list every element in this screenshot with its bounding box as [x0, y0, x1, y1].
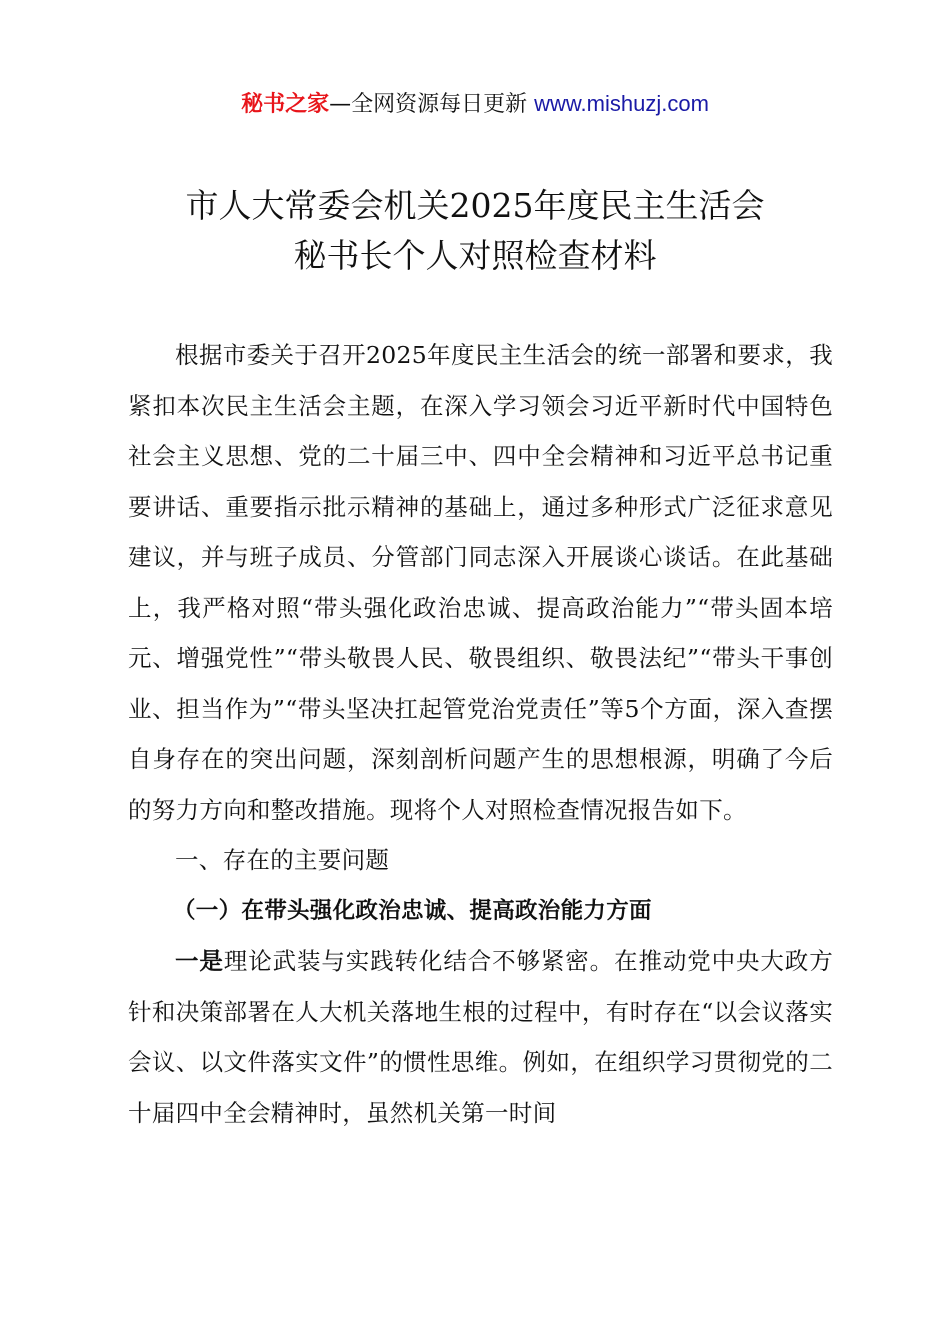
- site-brand: 秘书之家: [241, 92, 330, 117]
- intro-paragraph: 根据市委关于召开2025年度民主生活会的统一部署和要求，我紧扣本次民主生活会主题，在深入学习领会习近平新时代中国特色社会主义思想、党的二十届三中、四中全会精神和习近平总书记重要讲话、重要指示批示精神的基础上，通过多种形式广泛征求意见建议，并与班子成员、分管部门同志深入开展谈心谈话。在此基础上，我严格对照“带头强化政治忠诚、提高政治能力”“带头固本培元、增强党性”“带头敬畏人民、敬畏组织、敬畏法纪”“带头干事创业、担当作为”“带头坚决扛起管党治党责任”等5个方面，深入查摆自身存在的突出问题，深刻剖析问题产生的思想根源，明确了今后的努力方向和整改措施。现将个人对照检查情况报告如下。: [128, 341, 833, 824]
- item-text: 理论武装与实践转化结合不够紧密。在推动党中央大政方针和决策部署在人大机关落地生根的过程中，有时存在“以会议落实会议、以文件落实文件”的惯性思维。例如，在组织学习贯彻党的二十届四中全会精神时，虽然机关第一时间: [128, 947, 834, 1127]
- site-slogan: —全网资源每日更新: [329, 92, 535, 117]
- item-lead: 一是: [175, 947, 224, 975]
- section-heading: 一、存在的主要问题: [175, 846, 390, 874]
- document-body: [128, 330, 833, 1138]
- title-line-1: 市人大常委会机关2025年度民主生活会: [185, 186, 765, 225]
- site-banner: [0, 86, 950, 123]
- subsection-heading: （一）在带头强化政治忠诚、提高政治能力方面: [173, 897, 652, 924]
- site-url-link[interactable]: www.mishuzj.com: [534, 91, 709, 116]
- document-title: [0, 181, 950, 281]
- title-line-2: 秘书长个人对照检查材料: [293, 236, 657, 275]
- item-paragraph: [128, 936, 833, 1138]
